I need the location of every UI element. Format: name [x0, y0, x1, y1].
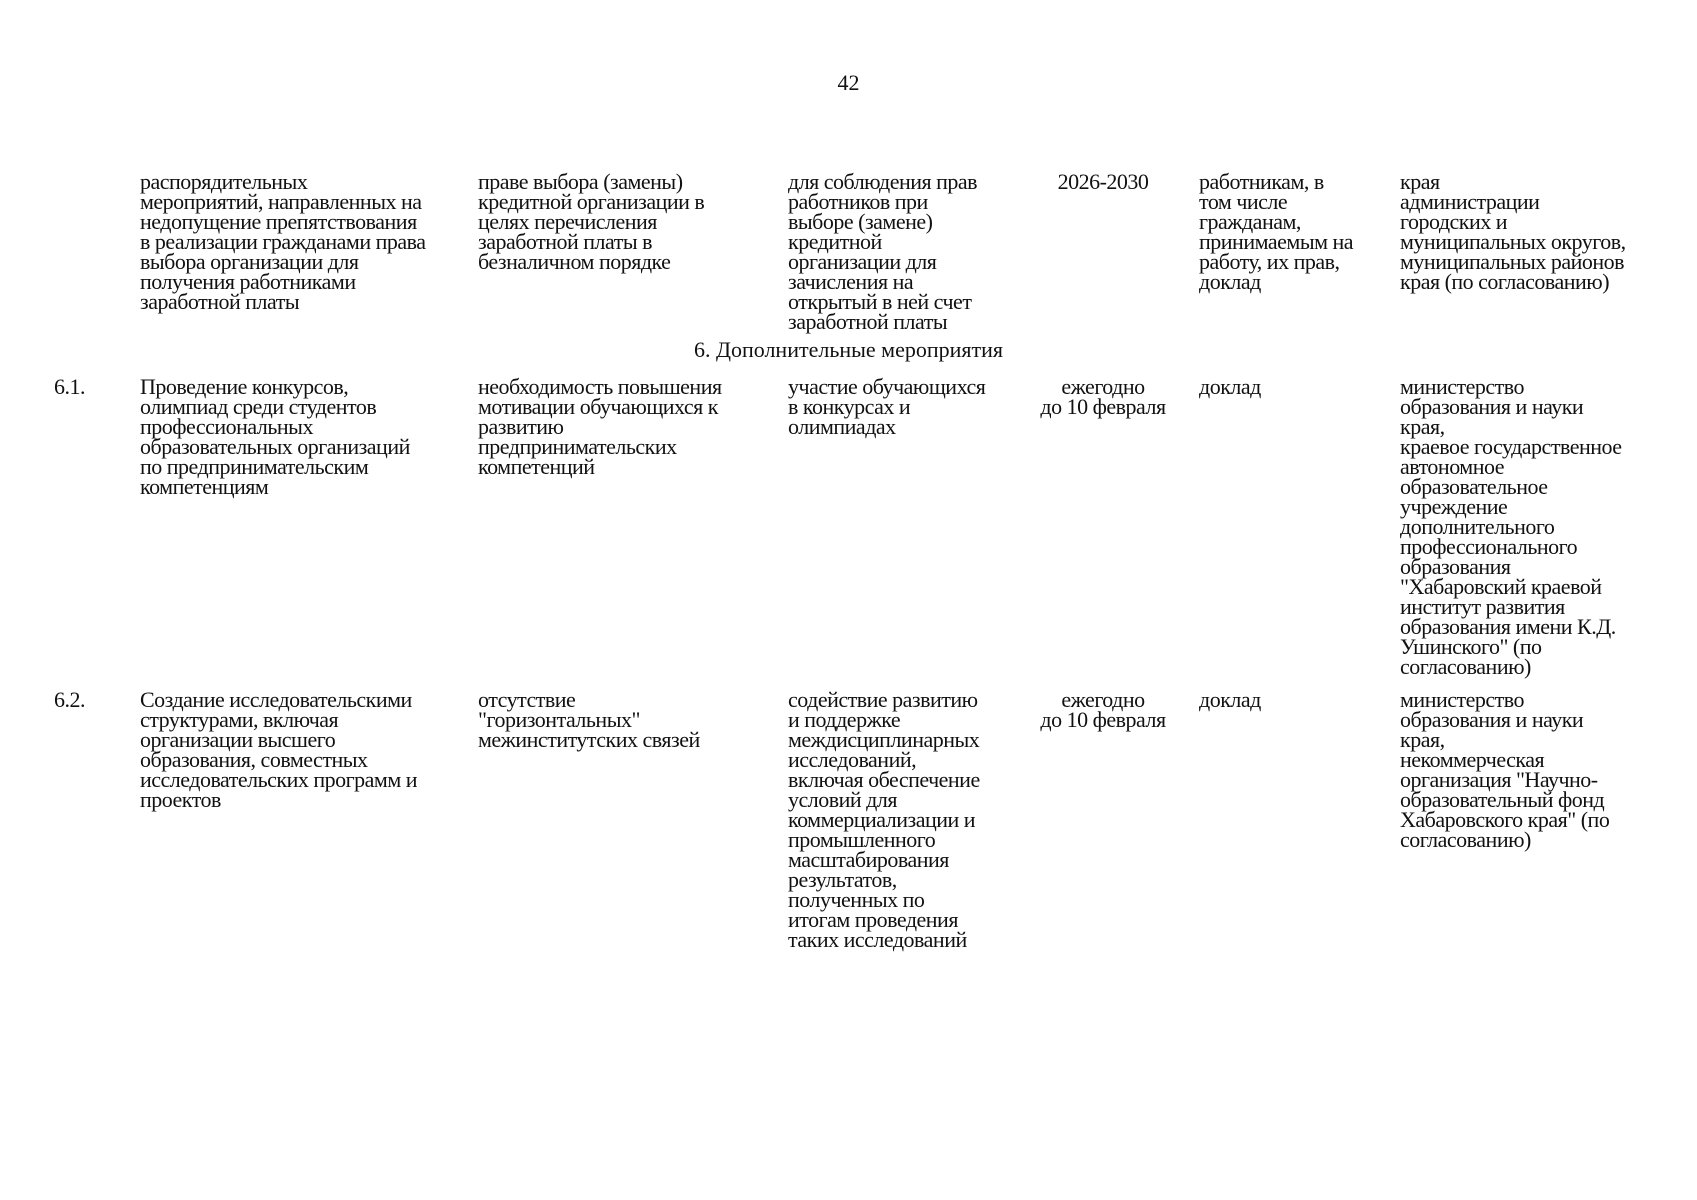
cell-action: распорядительных мероприятий, направленных на недопущение препятствования в реализации гражданами права выбора организации для получения работниками заработной платы	[140, 169, 426, 314]
cell-responsible: министерство образования и науки края, краевое государственное автономное образовательное учреждение дополнительного профессионального образования "Хабаровский краевой институт развития образования имени К.Д. Ушинского" (по согласованию)	[1400, 374, 1622, 679]
cell-responsible: края администрации городских и муниципальных округов, муниципальных районов края (по согласованию)	[1400, 169, 1626, 294]
cell-result: содействие развитию и поддержке междисциплинарных исследований, включая обеспечение условий для коммерциализации и промышленного масштабирования результатов, полученных по итогам проведения таких исследований	[788, 687, 980, 952]
cell-action: Проведение конкурсов, олимпиад среди студентов профессиональных образовательных организаций по предпринимательским компетенциям	[140, 374, 410, 499]
cell-term: ежегодно до 10 февраля	[1040, 687, 1166, 732]
cell-problem: необходимость повышения мотивации обучающихся к развитию предпринимательских компетенций	[478, 374, 722, 479]
cell-responsible: министерство образования и науки края, некоммерческая организация "Научно- образовательный фонд Хабаровского края" (по согласованию)	[1400, 687, 1610, 852]
section-heading: 6. Дополнительные мероприятия	[693, 337, 1004, 362]
cell-result: участие обучающихся в конкурсах и олимпиадах	[788, 374, 986, 439]
cell-problem: праве выбора (замены) кредитной организации в целях перечисления заработной платы в безналичном порядке	[478, 169, 705, 274]
cell-result: для соблюдения прав работников при выборе (замене) кредитной организации для зачисления на открытый в ней счет заработной платы	[788, 169, 978, 334]
cell-term: ежегодно до 10 февраля	[1040, 374, 1166, 419]
cell-number: 6.2.	[54, 687, 85, 712]
cell-control: работникам, в том числе гражданам, принимаемым на работу, их прав, доклад	[1199, 169, 1354, 294]
cell-control: доклад	[1199, 687, 1261, 712]
cell-term: 2026-2030	[1057, 169, 1149, 194]
cell-number: 6.1.	[54, 374, 85, 399]
cell-control: доклад	[1199, 374, 1261, 399]
cell-action: Создание исследовательскими структурами, включая организации высшего образования, совместных исследовательских программ и проектов	[140, 687, 418, 812]
page-number: 42	[837, 70, 860, 95]
cell-problem: отсутствие "горизонтальных" межинститутских связей	[478, 687, 700, 752]
